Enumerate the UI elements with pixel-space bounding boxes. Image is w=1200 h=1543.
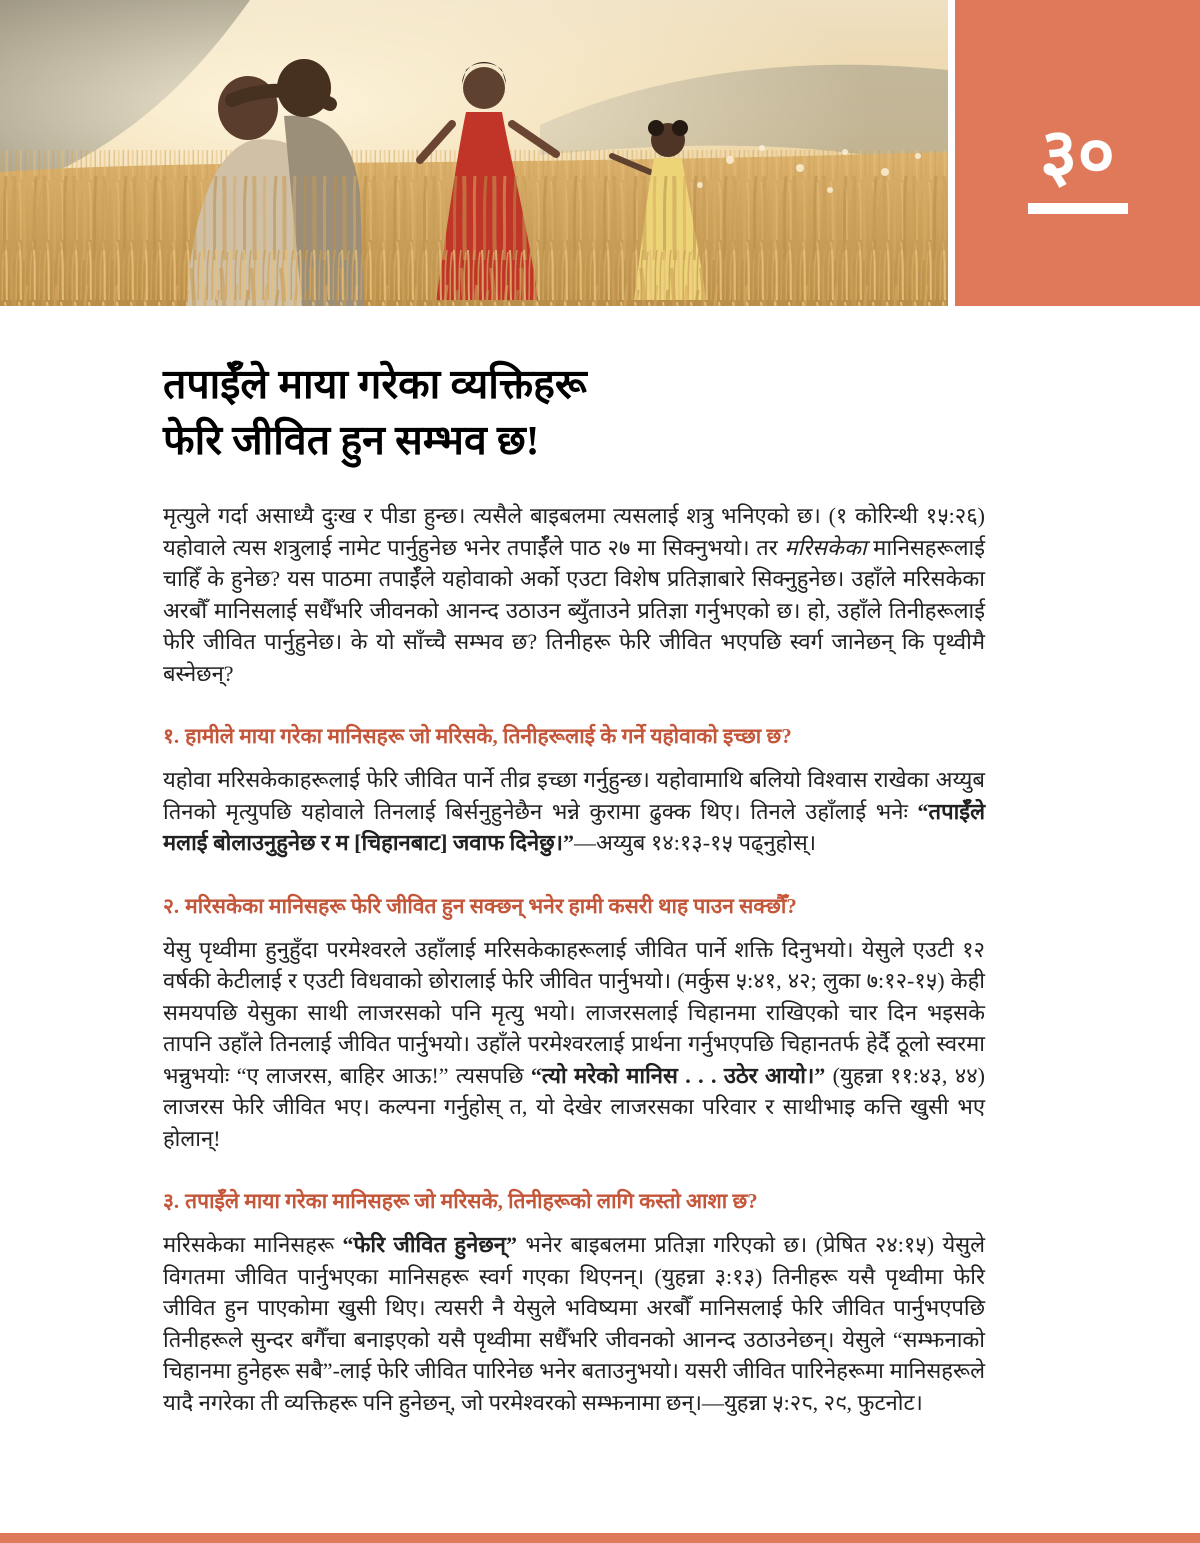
lesson-number-underline xyxy=(1028,203,1128,214)
answer-paragraph-1: यहोवा मरिसकेकाहरूलाई फेरि जीवित पार्ने तीव्र इच्छा गर्नुहुन्छ। यहोवामाथि बलियो विश्वास राखेका अय्युब तिनको मृत्युपछि यहोवाले तिनलाई बिर्सनुहुनेछैन भन्ने कुरामा ढुक्क थिए। तिनले उहाँलाई भनेः “तपाईँले मलाई बोलाउनुहुनेछ र म [चिहानबाट] जवाफ दिनेछु।”—अय्युब १४:१३-१५ पढ्नुहोस्। xyxy=(163,767,985,855)
answer-paragraph-3: मरिसकेका मानिसहरू “फेरि जीवित हुनेछन्” भनेर बाइबलमा प्रतिज्ञा गरिएको छ। (प्रेषित २४:१५) येसुले विगतमा जीवित पार्नुभएका मानिसहरू स्वर्ग गएका थिएनन्। (युहन्ना ३:१३) तिनीहरू यसै पृथ्वीमा फेरि जीवित हुन पाएकोमा खुसी थिए। त्यसरी नै येसुले भविष्यमा अरबौँ मानिसलाई फेरि जीवित पार्नुभएपछि तिनीहरूले सुन्दर बगैँचा बनाइएको यसै पृथ्वीमा सधैँभरि जीवनको आनन्द उठाउनेछन्। येसुले “सम्झनाको चिहानमा हुनेहरू सबै”-लाई फेरि जीवित पारिनेछ भनेर बताउनुभयो। यसरी जीवित पारिनेहरूमा मानिसहरूले यादै नगरेका ती व्यक्तिहरू पनि हुनेछन्, जो परमेश्वरको सम्झनामा छन्।—युहन्ना ५:२८, २९, फुटनोट। xyxy=(163,1232,985,1415)
question-1-text: हामीले माया गरेका मानिसहरू जो मरिसके, तिनीहरूलाई के गर्ने यहोवाको इच्छा छ? xyxy=(185,724,792,748)
question-1-heading xyxy=(163,723,985,750)
question-2-number: २. xyxy=(163,893,180,918)
intro-paragraph: मृत्युले गर्दा असाध्यै दुःख र पीडा हुन्छ। त्यसैले बाइबलमा त्यसलाई शत्रु भनिएको छ। (१ कोरिन्थी १५:२६) यहोवाले त्यस शत्रुलाई नामेट पार्नुहुनेछ भनेर तपाईँले पाठ २७ मा सिक्नुभयो। तर मरिसकेका मानिसहरूलाई चाहिँ के हुनेछ? यस पाठमा तपाईँले यहोवाको अर्को एउटा विशेष प्रतिज्ञाबारे सिक्नुहुनेछ। उहाँले मरिसकेका अरबौँ मानिसलाई सधैँभरि जीवनको आनन्द उठाउन ब्युँताउने प्रतिज्ञा गर्नुभएको छ। हो, उहाँले तिनीहरूलाई फेरि जीवित पार्नुहुनेछ। के यो साँच्चै सम्भव छ? तिनीहरू फेरि जीवित भएपछि स्वर्ग जानेछन् कि पृथ्वीमै बस्नेछन्? xyxy=(163,503,985,686)
bottom-accent-bar xyxy=(0,1533,1200,1543)
hero-divider-gap xyxy=(948,0,955,306)
lesson-number-badge xyxy=(955,0,1200,306)
lesson-title-line1: तपाईँले माया गरेका व्यक्तिहरू xyxy=(163,361,587,407)
question-2-text: मरिसकेका मानिसहरू फेरि जीवित हुन सक्छन् भनेर हामी कसरी थाह पाउन सक्छौँ? xyxy=(185,893,797,918)
question-2-heading xyxy=(163,893,985,920)
lesson-content xyxy=(163,356,985,1418)
lesson-title xyxy=(163,356,985,468)
section-question-3 xyxy=(163,1188,985,1418)
page-header xyxy=(0,0,1200,306)
question-3-number: ३. xyxy=(163,1189,180,1213)
question-3-heading xyxy=(163,1188,985,1215)
question-3-text: तपाईँले माया गरेका मानिसहरू जो मरिसके, तिनीहरूको लागि कस्तो आशा छ? xyxy=(185,1189,758,1213)
section-question-2 xyxy=(163,893,985,1155)
family-field-photo xyxy=(0,0,948,306)
question-1-number: १. xyxy=(163,724,180,748)
answer-paragraph-2: येसु पृथ्वीमा हुनुहुँदा परमेश्वरले उहाँलाई मरिसकेकाहरूलाई जीवित पार्ने शक्ति दिनुभयो। येसुले एउटी १२ वर्षकी केटीलाई र एउटी विधवाको छोरालाई फेरि जीवित पार्नुभयो। (मर्कुस ५:४१, ४२; लुका ७:१२-१५) केही समयपछि येसुका साथी लाजरसको पनि मृत्यु भयो। लाजरसलाई चिहानमा राखिएको चार दिन भइसके तापनि उहाँले तिनलाई जीवित पार्नुभयो। उहाँले परमेश्वरलाई प्रार्थना गर्नुभएपछि चिहानतर्फ हेर्दै ठूलो स्वरमा भन्नुभयोः “ए लाजरस, बाहिर आऊ!” त्यसपछि “त्यो मरेको मानिस . . . उठेर आयो।” (युहन्ना ११:४३, ४४) लाजरस फेरि जीवित भए। कल्पना गर्नुहोस् त, यो देखेर लाजरसका परिवार र साथीभाइ कत्ति खुसी भए होलान्! xyxy=(163,936,985,1151)
section-question-1 xyxy=(163,723,985,859)
lesson-title-line2: फेरि जीवित हुन सम्भव छ! xyxy=(163,417,540,463)
family-field-photo-illustration xyxy=(0,0,948,306)
lesson-number: ३० xyxy=(1040,114,1115,195)
